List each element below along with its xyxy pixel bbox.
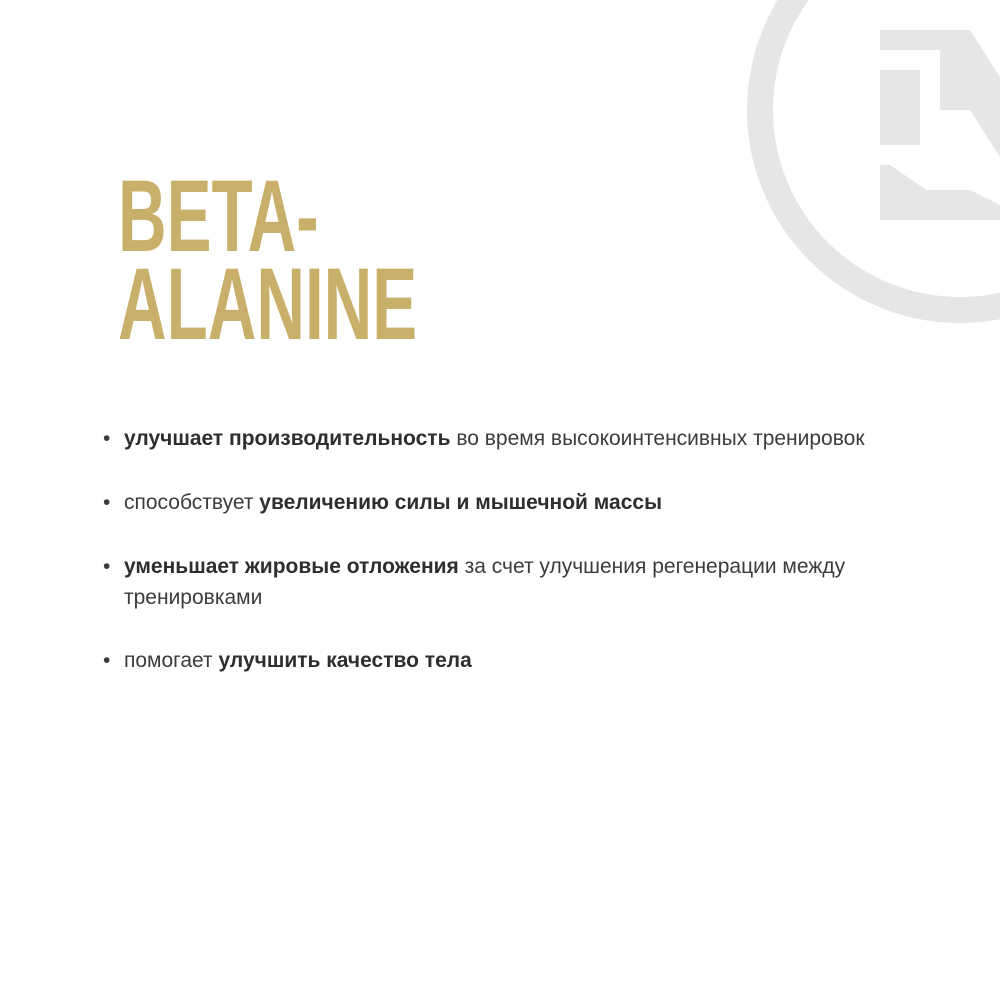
- title-line-1: BETA-: [118, 159, 319, 273]
- list-item: [103, 423, 883, 454]
- list-item: [103, 645, 883, 676]
- list-item: [103, 487, 883, 518]
- bullet-text: помогает: [124, 649, 219, 672]
- bullet-text: за счет улучшения регенерации между тренировками: [124, 555, 846, 609]
- bullet-bold-text: улучшить качество тела: [218, 649, 472, 672]
- benefits-list: [103, 423, 883, 676]
- bullet-icon: •: [103, 649, 111, 672]
- bullet-icon: •: [103, 555, 111, 578]
- list-item: [103, 551, 883, 613]
- bullet-text: способствует: [124, 491, 260, 514]
- logo-watermark-icon: [740, 0, 1000, 330]
- title-line-2: ALANINE: [118, 247, 418, 361]
- bullet-icon: •: [103, 491, 111, 514]
- bullet-bold-text: уменьшает жировые отложения: [124, 555, 459, 578]
- bullet-text: во время высокоинтенсивных тренировок: [450, 427, 865, 450]
- bullet-bold-text: увеличению силы и мышечной массы: [259, 491, 663, 514]
- page-title: [118, 159, 418, 361]
- bullet-icon: •: [103, 427, 111, 450]
- bullet-bold-text: улучшает производительность: [124, 427, 451, 450]
